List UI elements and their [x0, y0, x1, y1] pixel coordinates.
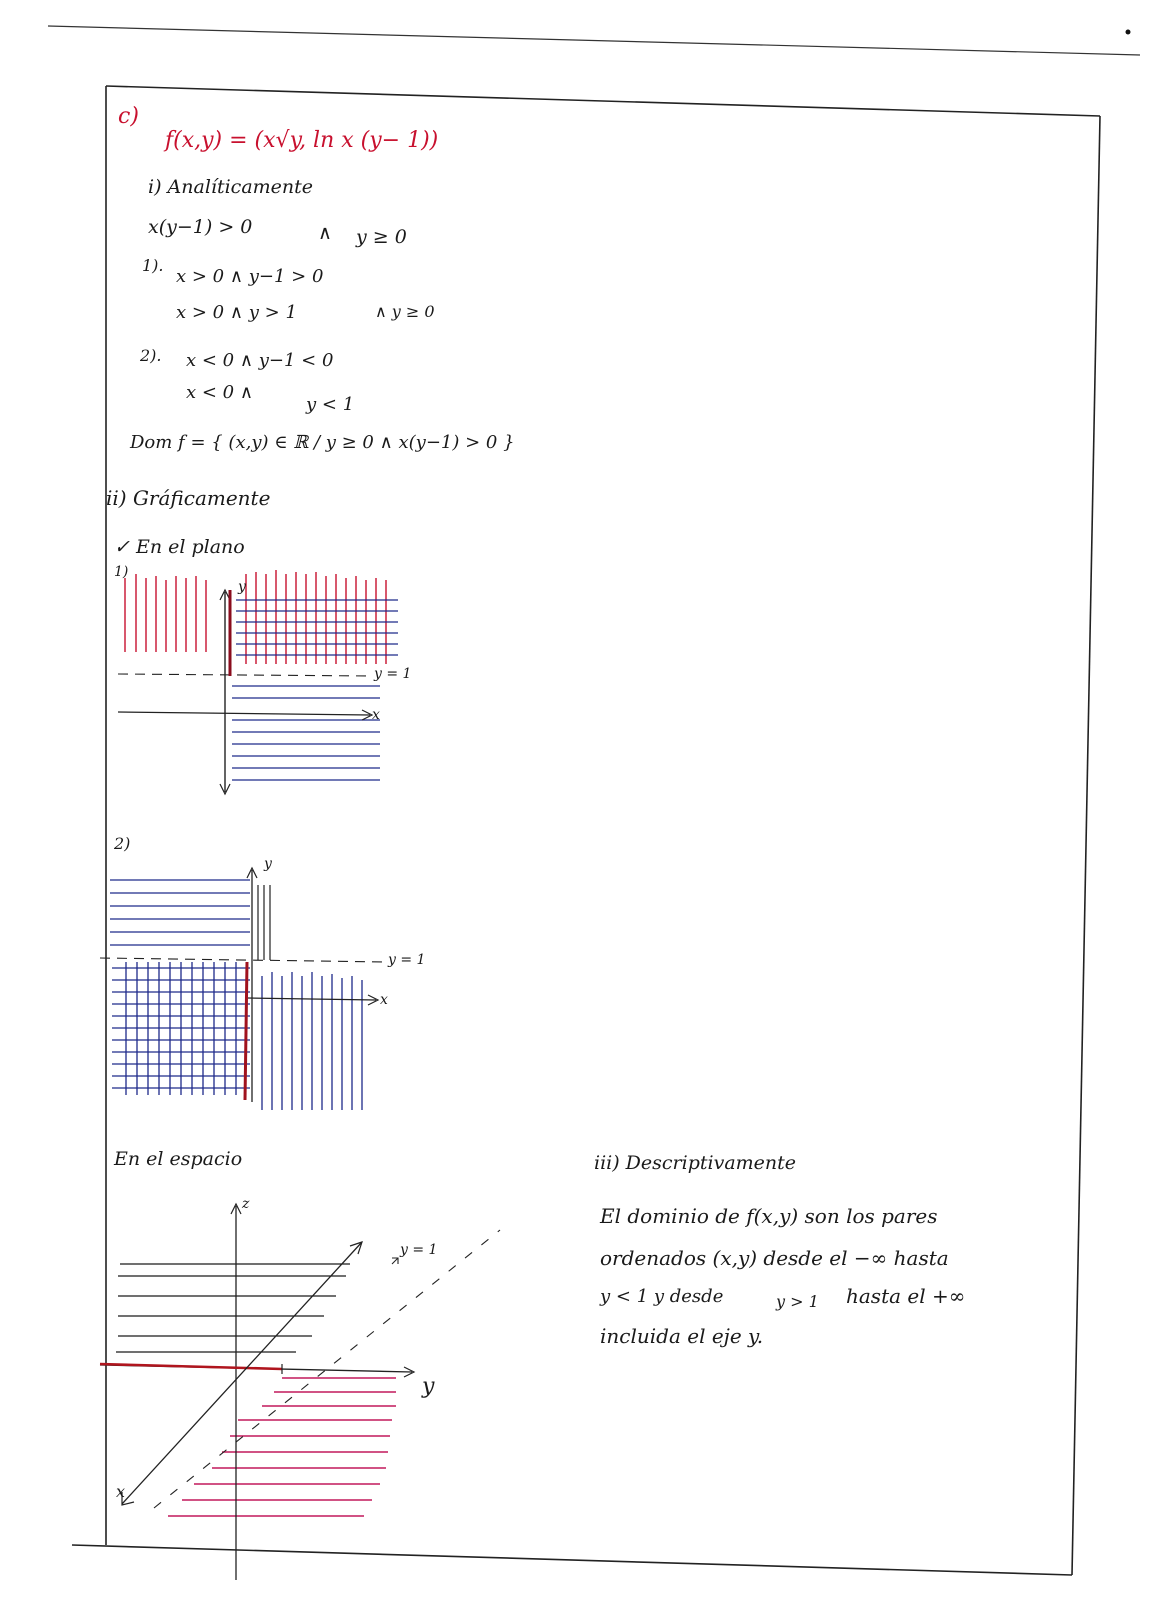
- descriptive-line2: ordenados (x,y) desde el −∞ hasta: [600, 1246, 949, 1270]
- graph3-black-horizontals: [116, 1264, 350, 1352]
- graph3-pink-horizontals: [168, 1378, 396, 1516]
- descriptive-line3b: y > 1: [776, 1292, 819, 1311]
- graph2-line-label: y = 1: [388, 952, 426, 968]
- graph1-x-axis-label: x: [372, 707, 380, 723]
- case2-line2a: x < 0 ∧: [186, 382, 254, 403]
- graphic-heading: ii) Gráficamente: [106, 486, 271, 510]
- part-label: c): [118, 104, 139, 129]
- descriptive-line3c: hasta el +∞: [846, 1284, 966, 1308]
- case1-extra: ∧ y ≥ 0: [375, 302, 435, 321]
- graph3-y-axis-label: y: [422, 1374, 435, 1399]
- graph1-line-label: y = 1: [374, 666, 412, 682]
- graph3-x-axis-label: x: [116, 1482, 126, 1501]
- descriptive-line4: incluida el eje y.: [600, 1324, 764, 1348]
- condition-main: x(y−1) > 0: [148, 216, 253, 238]
- graph2-label: 2): [114, 834, 131, 853]
- domain-set: Dom f = { (x,y) ∈ ℝ / y ≥ 0 ∧ x(y−1) > 0 }: [130, 432, 515, 453]
- case2-line1: x < 0 ∧ y−1 < 0: [186, 350, 334, 371]
- and-symbol: ∧: [318, 222, 332, 244]
- case1-label: 1).: [142, 256, 164, 275]
- space-heading: En el espacio: [114, 1148, 243, 1170]
- descriptive-line1: El dominio de f(x,y) son los pares: [600, 1204, 938, 1228]
- descriptive-heading: iii) Descriptivamente: [594, 1152, 797, 1174]
- graph2-x-axis-label: x: [380, 992, 388, 1008]
- case2-label: 2).: [140, 346, 162, 365]
- plane-heading: ✓ En el plano: [114, 536, 245, 558]
- graph1-y-axis-label: y: [238, 579, 246, 595]
- graph3-line-label: y = 1: [400, 1242, 438, 1258]
- function-definition: f(x,y) = (x√y, ln x (y− 1)): [165, 128, 439, 153]
- descriptive-line3a: y < 1 y desde: [600, 1286, 724, 1307]
- graph1-label: 1): [114, 564, 129, 580]
- case1-line1: x > 0 ∧ y−1 > 0: [176, 266, 324, 287]
- condition-y: y ≥ 0: [356, 226, 407, 248]
- graph3-z-axis-label: z: [242, 1196, 250, 1212]
- graph2-y-axis-label: y: [264, 856, 272, 872]
- analytic-heading: i) Analíticamente: [148, 176, 314, 198]
- case2-line2b: y < 1: [306, 394, 355, 415]
- case1-line2: x > 0 ∧ y > 1: [176, 302, 297, 323]
